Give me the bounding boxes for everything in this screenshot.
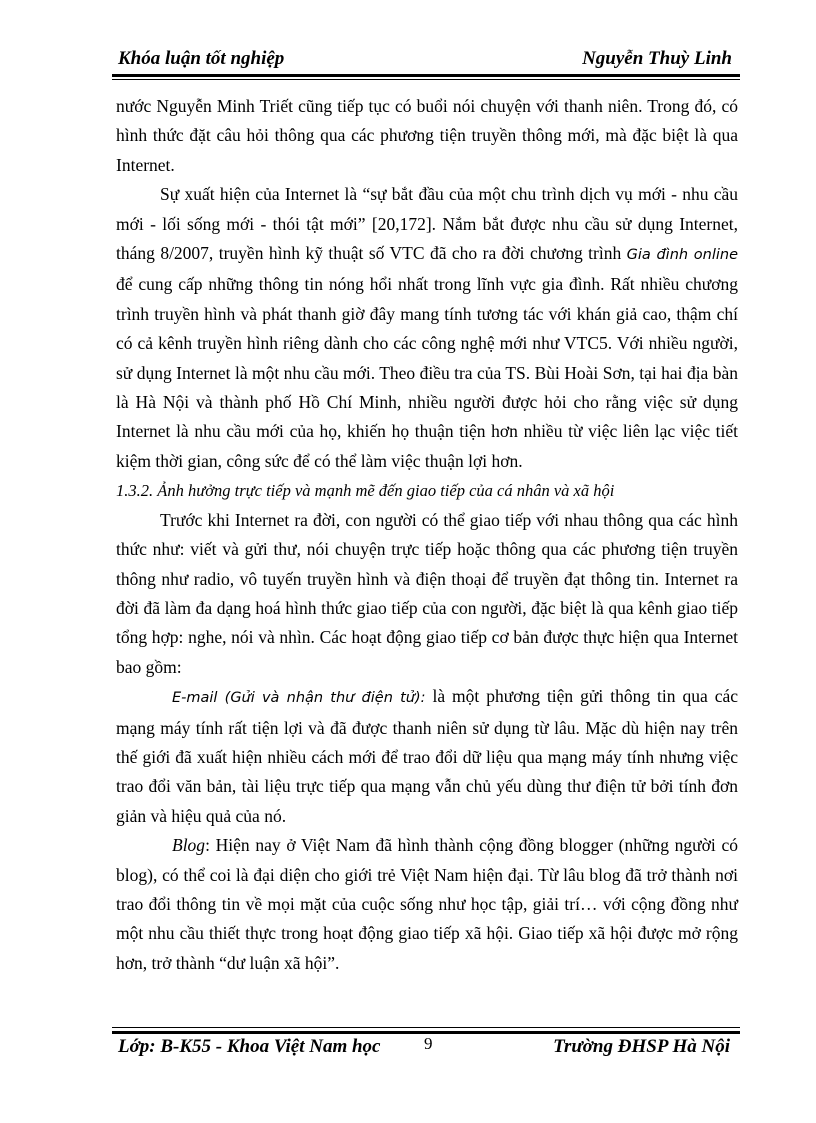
header-right-text: Nguyễn Thuỳ Linh: [582, 48, 732, 69]
blog-term-italic: Blog: [172, 835, 206, 856]
paragraph-5-text: : Hiện nay ở Việt Nam đã hình thành cộng đồng blogger (những người có blog), có thể coi là đại diện cho giới trẻ Việt Nam hiện đại. Từ lâu blog đã trở thành nơi trao đổi thông tin về mọi mặt của cuộc sống như học tập, giải trí… với cộng đồng như một nhu cầu thiết thực trong hoạt động giao tiếp xã hội. Giao tiếp xã hội được mở rộng hơn, trở thành “dư luận xã hội”.: [116, 835, 738, 973]
paragraph-3: Trước khi Internet ra đời, con người có thể giao tiếp với nhau thông qua các hình thức như: viết và gửi thư, nói chuyện trực tiếp hoặc thông qua các phương tiện truyền thông như radio, vô tuyến truyền hình và điện thoại để truyền đạt thông tin. Internet ra đời đã làm đa dạng hoá hình thức giao tiếp của con người, đặc biệt là qua kênh giao tiếp tổng hợp: nghe, nói và nhìn. Các hoạt động giao tiếp cơ bản được thực hiện qua Internet bao gồm:: [116, 509, 738, 677]
page-footer: [118, 1036, 732, 1060]
header-left-text: Khóa luận tốt nghiệp: [118, 48, 285, 69]
header-rule-thick: [112, 74, 740, 77]
paragraph-2-part-b: để cung cấp những thông tin nóng hổi nhất trong lĩnh vực gia đình. Rất nhiều chương trình truyền hình và phát thanh giờ đây mang tính tương tác với khán giả cao, thậm chí có cả kênh truyền hình riêng dành cho các công nghệ mới như VTC5. Với nhiều người, sử dụng Internet là một nhu cầu mới. Theo điều tra của TS. Bùi Hoài Sơn, tại hai địa bàn là Hà Nội và thành phố Hồ Chí Minh, nhiều người được hỏi cho rằng việc sử dụng Internet là nhu cầu mới của họ, khiến họ thuận tiện hơn nhiều từ việc liên lạc việc tiết kiệm thời gian, công sức để có thể làm việc thuận lợi hơn.: [116, 274, 738, 471]
paragraph-1: nước Nguyễn Minh Triết cũng tiếp tục có buổi nói chuyện với thanh niên. Trong đó, có hình thức đặt câu hỏi thông qua các phương tiện truyền thông mới, mà đặc biệt là qua Internet.: [116, 96, 738, 175]
page-header: [118, 48, 732, 72]
footer-right-text: Trường ĐHSP Hà Nội: [553, 1036, 730, 1057]
footer-left-text: Lớp: B-K55 - Khoa Việt Nam học: [118, 1036, 381, 1057]
page-number: 9: [424, 1034, 433, 1053]
paragraph-4: [116, 682, 738, 831]
paragraph-2-part-a: Sự xuất hiện của Internet là “sự bắt đầu của một chu trình dịch vụ mới - nhu cầu mới - lối sống mới - thói tật mới” [20,172]. Nắm bắt được nhu cầu sử dụng Internet, tháng 8/2007, truyền hình kỹ thuật số VTC đã cho ra đời chương trình: [116, 184, 738, 264]
email-term-italic: E-mail (Gửi và nhận thư điện tử):: [172, 690, 426, 707]
header-rule-thin: [112, 79, 740, 80]
paragraph-4-text: là một phương tiện gửi thông tin qua các mạng máy tính rất tiện lợi và đã được thanh niên sử dụng từ lâu. Mặc dù hiện nay trên thế giới đã xuất hiện nhiều cách mới để trao đổi dữ liệu qua mạng máy tính nhưng việc trao đổi văn bản, tài liệu trực tiếp qua mạng vẫn chủ yếu dùng thư điện tử bởi tính đơn giản và hiệu quả của nó.: [116, 686, 738, 826]
section-heading: 1.3.2. Ảnh hưởng trực tiếp và mạnh mẽ đến giao tiếp của cá nhân và xã hội: [116, 481, 615, 501]
footer-rule-thin: [112, 1027, 740, 1028]
paragraph-5: [116, 831, 738, 978]
program-name-italic: Gia đình online: [626, 247, 738, 264]
paragraph-2: [116, 180, 738, 476]
page-body: [116, 92, 738, 978]
